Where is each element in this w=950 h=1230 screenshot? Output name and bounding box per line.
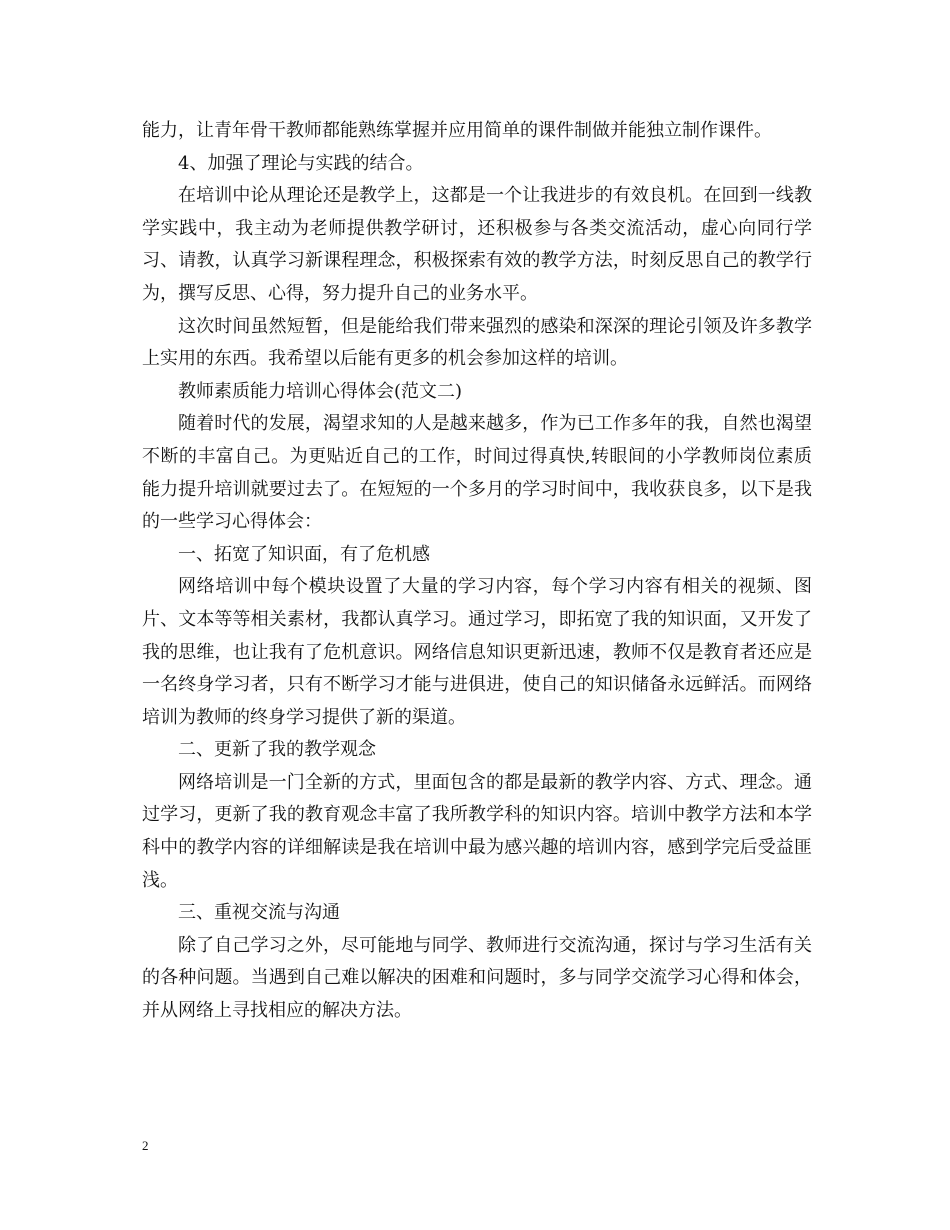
paragraph-6: 网络培训中每个模块设置了大量的学习内容，每个学习内容有相关的视频、图片、文本等等相关素材，我都认真学习。通过学习，即拓宽了我的知识面，又开发了我的思维，也让我有了危机意识。网络信息知识更新迅速，教师不仅是教育者还应是一名终身学习者，只有不断学习才能与进俱进，使自己的知识储备永远鲜活。而网络培训为教师的终身学习提供了新的渠道。	[142, 576, 812, 728]
heading-2: 二、更新了我的教学观念	[178, 739, 376, 761]
paragraph-4: 这次时间虽然短暂，但是能给我们带来强烈的感染和深深的理论引领及许多教学上实用的东西。我希望以后能有更多的机会参加这样的培训。	[142, 315, 812, 370]
paragraph-3: 在培训中论从理论还是教学上，这都是一个让我进步的有效良机。在回到一线教学实践中，我主动为老师提供教学研讨，还积极参与各类交流活动，虚心向同行学习、请教，认真学习新课程理念，积极探索有效的教学方法，时刻反思自己的教学行为，撰写反思、心得，努力提升自己的业务水平。	[142, 185, 812, 304]
document-body	[142, 115, 812, 1028]
section-title-fanwen-2: 教师素质能力培训心得体会(范文二)	[178, 380, 463, 402]
paragraph-2: 4、加强了理论与实践的结合。	[178, 152, 424, 174]
paragraph-5: 随着时代的发展，渴望求知的人是越来越多，作为已工作多年的我，自然也渴望不断的丰富自己。为更贴近自己的工作，时间过得真快,转眼间的小学教师岗位素质能力提升培训就要过去了。在短短的一个多月的学习时间中，我收获良多，以下是我的一些学习心得体会：	[142, 413, 812, 533]
paragraph-1: 能力，让青年骨干教师都能熟练掌握并应用简单的课件制做并能独立制作课件。	[142, 120, 772, 141]
page-number: 2	[142, 1138, 149, 1153]
paragraph-8: 除了自己学习之外，尽可能地与同学、教师进行交流沟通，探讨与学习生活有关的各种问题。当遇到自己难以解决的困难和问题时，多与同学交流学习心得和体会，并从网络上寻找相应的解决方法。	[142, 934, 812, 1022]
heading-1: 一、拓宽了知识面，有了危机感	[178, 543, 430, 565]
paragraph-7: 网络培训是一门全新的方式，里面包含的都是最新的教学内容、方式、理念。通过学习，更新了我的教育观念丰富了我所教学科的知识内容。培训中教学方法和本学科中的教学内容的详细解读是我在培训中最为感兴趣的培训内容，感到学完后受益匪浅。	[142, 771, 812, 891]
heading-3: 三、重视交流与沟通	[178, 902, 340, 924]
